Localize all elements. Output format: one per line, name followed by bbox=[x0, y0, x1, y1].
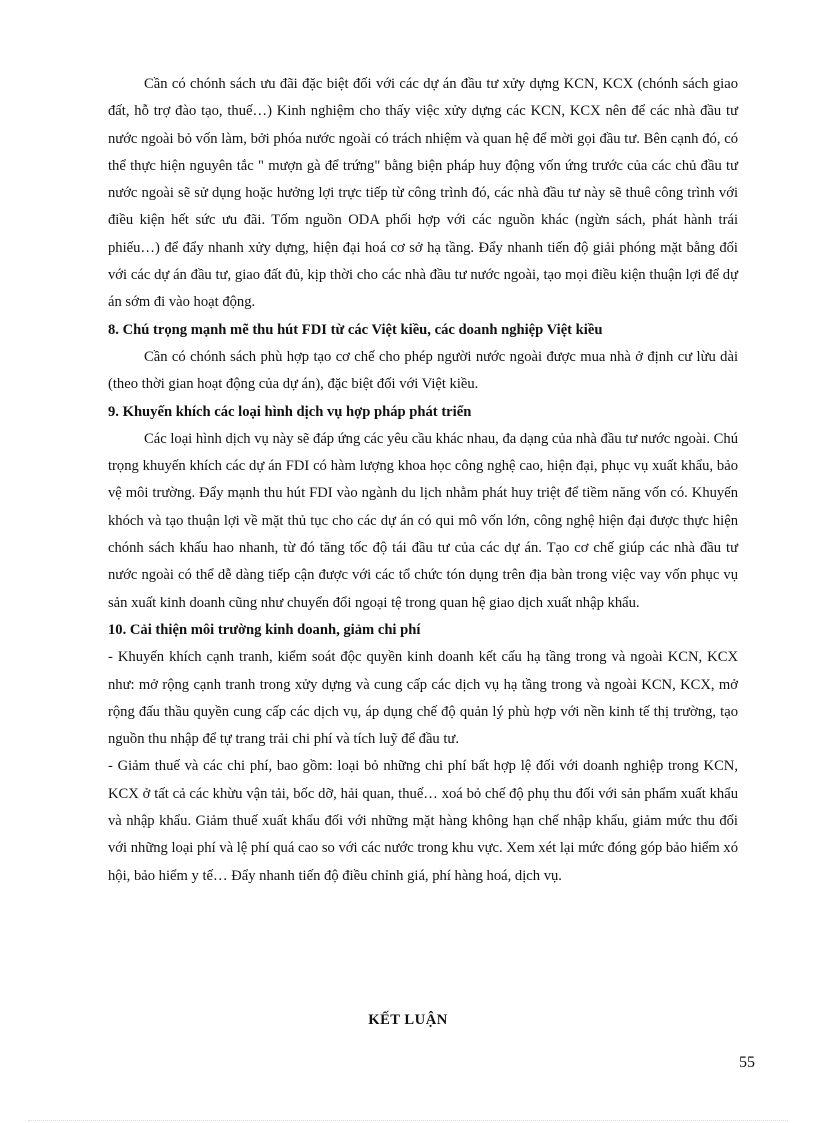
paragraph-services: Các loại hình dịch vụ này sẽ đáp ứng các yêu cầu khác nhau, đa dạng của nhà đầu tư nước ngoài. Chú trọng khuyến khích các dự án FDI có hàm lượng khoa học công nghệ cao, hiện đại, phục vụ xuất khẩu, bảo vệ môi trường. Đẩy mạnh thu hút FDI vào ngành du lịch nhằm phát huy triệt để tiềm năng vốn có. Khuyến khóch và tạo thuận lợi về mặt thủ tục cho các dự án có qui mô vốn lớn, công nghệ hiện đại được thực hiện chónh sách khấu hao nhanh, từ đó tăng tốc độ tái đầu tư của các dự án. Tạo cơ chế giúp các nhà đầu tư nước ngoài có thể dễ dàng tiếp cận được với các tổ chức tón dụng trên địa bàn trong việc vay vốn phục vụ sản xuất kinh doanh cũng như chuyển đổi ngoại tệ trong quan hệ giao dịch xuất nhập khẩu. bbox=[108, 430, 738, 611]
page-bottom-divider bbox=[28, 1120, 788, 1121]
page-number: 55 bbox=[739, 1054, 755, 1071]
section-heading-8: 8. Chú trọng mạnh mẽ thu hút FDI từ các Việt kiều, các doanh nghiệp Việt kiều bbox=[108, 321, 603, 338]
paragraph-oda-infrastructure: Cần có chónh sách ưu đãi đặc biệt đối với các dự án đầu tư xửy dựng KCN, KCX (chónh sách giao đất, hỗ trợ đào tạo, thuế…) Kinh nghiệm cho thấy việc xửy dựng các KCN, KCX nên để các nhà đầu tư nước ngoài bỏ vốn làm, bởi phóa nước ngoài có trách nhiệm và quan hệ để mời gọi đầu tư. Bên cạnh đó, có thể thực hiện nguyên tắc " mượn gà để trứng" bằng biện pháp huy động vốn ứng trước của các chủ đầu tư nước ngoài sẽ sử dụng hoặc hưởng lợi trực tiếp từ công trình đó, các nhà đầu tư này sẽ thuê công trình với điều kiện hết sức ưu đãi. Tốm nguồn ODA phối hợp với các nguồn khác (ngừn sách, phát hành trái phiếu…) để đẩy nhanh xửy dựng, hiện đại hoá cơ sở hạ tầng. Đẩy nhanh tiến độ giải phóng mặt bằng đối với các dự án đầu tư, giao đất đủ, kịp thời cho các nhà đầu tư nước ngoài, tạo mọi điều kiện thuận lợi để dự án sớm đi vào hoạt động. bbox=[108, 76, 738, 311]
section-heading-9: 9. Khuyến khích các loại hình dịch vụ hợp pháp phát triển bbox=[108, 403, 472, 420]
bullet-tax-reduction: - Giảm thuế và các chi phí, bao gồm: loại bỏ những chi phí bất hợp lệ đối với doanh nghiệp trong KCN, KCX ở tất cả các khừu vận tải, bốc dỡ, hải quan, thuế… xoá bỏ chế độ phụ thu đối với sản phẩm xuất khẩu và nhập khẩu. Giảm thuế xuất khẩu đối với những mặt hàng không hạn chế nhập khẩu, giảm mức thu đối với những loại phí và lệ phí quá cao so với các nước trong khu vực. Xem xét lại mức đóng góp bảo hiểm xó hội, bảo hiểm y tế… Đẩy nhanh tiến độ điều chỉnh giá, phí hàng hoá, dịch vụ. bbox=[108, 758, 738, 884]
paragraph-viet-kieu: Cần có chónh sách phù hợp tạo cơ chế cho phép người nước ngoài được mua nhà ở định cư lừu dài (theo thời gian hoạt động của dự án), đặc biệt đối với Việt kiều. bbox=[108, 348, 738, 393]
conclusion-heading: KẾT LUẬN bbox=[368, 1012, 448, 1028]
bullet-competition: - Khuyến khích cạnh tranh, kiểm soát độc quyền kinh doanh kết cấu hạ tầng trong và ngoài KCN, KCX như: mở rộng cạnh tranh trong xửy dựng và cung cấp các dịch vụ hạ tầng trong và ngoài KCN, KCX, mở rộng đấu thầu quyền cung cấp các dịch vụ, áp dụng chế độ quản lý phù hợp với nền kinh tế thị trường, tạo nguồn thu nhập để tự trang trải chi phí và tích luỹ để đầu tư. bbox=[108, 649, 738, 748]
body-text bbox=[108, 71, 738, 890]
section-heading-10: 10. Cải thiện môi trường kinh doanh, giảm chi phí bbox=[108, 621, 421, 638]
